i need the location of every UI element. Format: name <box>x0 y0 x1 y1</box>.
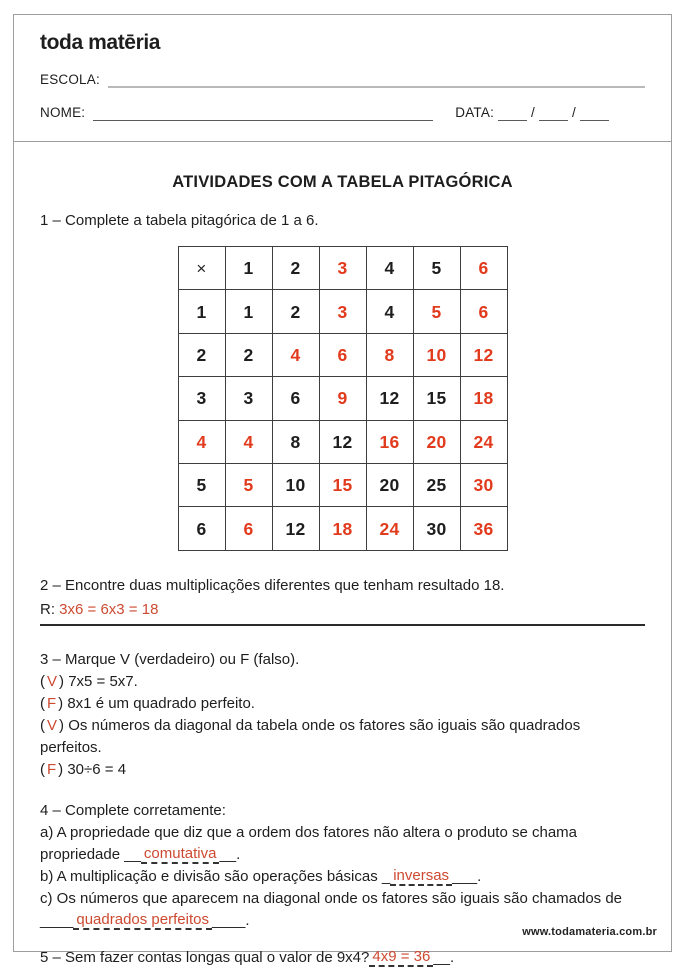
table-cell-value: 4 <box>196 431 207 452</box>
pythagorean-table <box>178 246 508 551</box>
table-cell <box>460 333 507 376</box>
table-cell-value: 2 <box>290 301 301 322</box>
table-cell <box>178 377 225 420</box>
table-cell <box>413 290 460 333</box>
fill-in-trailing-blank: __. <box>219 845 241 863</box>
table-cell-value: 4 <box>384 301 395 322</box>
table-cell-value: 12 <box>473 344 494 365</box>
table-cell <box>178 290 225 333</box>
table-cell <box>413 507 460 550</box>
table-cell-value: 4 <box>290 344 301 365</box>
table-cell <box>460 463 507 506</box>
table-cell <box>178 247 225 290</box>
table-cell-value: 5 <box>431 258 442 279</box>
table-cell-value: 6 <box>290 388 301 409</box>
true-false-text: 30÷6 = 4 <box>67 760 127 778</box>
name-row <box>40 105 645 121</box>
brand-logo: toda matēria <box>40 31 161 54</box>
table-cell-value: 12 <box>332 431 353 452</box>
table-cell <box>413 247 460 290</box>
question-4 <box>40 800 645 932</box>
table-cell-value: 2 <box>196 344 207 365</box>
true-false-mark: F <box>47 694 57 712</box>
table-cell-value: 4 <box>243 431 254 452</box>
table-cell <box>272 290 319 333</box>
table-cell <box>366 507 413 550</box>
table-cell-value: 20 <box>426 431 447 452</box>
table-cell-value: 6 <box>243 518 254 539</box>
table-cell <box>319 290 366 333</box>
table-cell <box>366 247 413 290</box>
table-row <box>178 420 507 463</box>
table-cell <box>366 463 413 506</box>
table-cell <box>319 463 366 506</box>
question-2-answer: 3x6 = 6x3 = 18 <box>59 600 159 618</box>
question-4-prompt: 4 – Complete corretamente: <box>40 801 226 819</box>
table-cell <box>460 290 507 333</box>
question-2 <box>40 575 645 626</box>
school-label: ESCOLA: <box>40 72 100 87</box>
table-cell-value: 1 <box>196 301 207 322</box>
table-cell <box>366 333 413 376</box>
table-cell-value: 6 <box>478 301 489 322</box>
table-cell-value: 15 <box>426 388 447 409</box>
table-cell-value: 6 <box>478 258 489 279</box>
table-cell <box>413 463 460 506</box>
table-cell-value: 3 <box>196 388 207 409</box>
table-cell-value: 8 <box>290 431 301 452</box>
fill-in-answer: quadrados perfeitos <box>73 911 212 930</box>
true-false-item: ( F ) 30÷6 = 4 <box>40 760 127 778</box>
table-cell-value: 24 <box>379 518 400 539</box>
question-3-items <box>40 671 645 781</box>
table-cell <box>413 420 460 463</box>
table-cell-value: 16 <box>379 431 400 452</box>
question-4-items <box>40 822 645 932</box>
date-group <box>455 105 613 121</box>
table-cell <box>272 463 319 506</box>
table-cell <box>366 420 413 463</box>
name-label: NOME: <box>40 105 86 120</box>
table-cell <box>319 507 366 550</box>
table-row <box>178 507 507 550</box>
table-cell <box>460 420 507 463</box>
table-cell-value: 12 <box>379 388 400 409</box>
date-label: DATA: <box>455 105 495 120</box>
question-5 <box>40 947 645 969</box>
table-row <box>178 377 507 420</box>
table-cell-value: 2 <box>243 344 254 365</box>
table-cell <box>272 333 319 376</box>
fill-in-item <box>40 822 645 866</box>
table-cell <box>178 463 225 506</box>
question-5-trailing-blank: __. <box>433 948 455 966</box>
table-cell <box>178 507 225 550</box>
table-cell-value: 6 <box>337 344 348 365</box>
table-cell-value: 6 <box>196 518 207 539</box>
true-false-mark: V <box>47 716 58 734</box>
fill-in-item <box>40 866 645 888</box>
table-cell <box>413 377 460 420</box>
header-section <box>14 15 671 142</box>
true-false-mark: V <box>47 672 58 690</box>
question-5-prompt: 5 – Sem fazer contas longas qual o valor de 9x4? <box>40 948 370 966</box>
table-cell <box>225 507 272 550</box>
table-row <box>178 333 507 376</box>
table-cell-value: 2 <box>290 258 301 279</box>
table-cell <box>225 333 272 376</box>
pythagorean-table-body <box>178 247 507 551</box>
true-false-item: ( V ) 7x5 = 5x7. <box>40 672 138 690</box>
table-cell <box>178 333 225 376</box>
table-cell <box>460 377 507 420</box>
question-2-answer-line <box>40 599 645 626</box>
fill-in-text: c) Os números que aparecem na diagonal onde os fatores são iguais são chamados de ____ <box>40 889 623 929</box>
table-cell <box>225 420 272 463</box>
date-day-blank <box>498 109 527 121</box>
table-cell <box>366 377 413 420</box>
table-row <box>178 247 507 290</box>
table-cell <box>319 377 366 420</box>
fill-in-trailing-blank: ___. <box>452 867 482 885</box>
table-row <box>178 290 507 333</box>
table-cell <box>319 420 366 463</box>
name-blank-line <box>93 109 433 121</box>
table-cell-value: 4 <box>384 258 395 279</box>
true-false-item: ( V ) Os números da diagonal da tabela onde os fatores são iguais são quadrados perfeitos. <box>40 716 581 756</box>
table-cell-value: 5 <box>431 301 442 322</box>
true-false-item: ( F ) 8x1 é um quadrado perfeito. <box>40 694 255 712</box>
date-month-blank <box>539 109 568 121</box>
table-cell-value: 30 <box>426 518 447 539</box>
table-cell-value: 18 <box>332 518 353 539</box>
table-cell-value: 5 <box>243 475 254 496</box>
table-cell <box>272 420 319 463</box>
table-cell <box>272 507 319 550</box>
table-cell-value: 3 <box>337 301 348 322</box>
table-cell <box>319 247 366 290</box>
table-cell <box>460 507 507 550</box>
table-cell-value: 18 <box>473 388 494 409</box>
table-cell <box>413 333 460 376</box>
table-cell-value: 3 <box>243 388 254 409</box>
table-cell-value: 24 <box>473 431 494 452</box>
table-cell <box>366 290 413 333</box>
question-1-prompt: 1 – Complete a tabela pitagórica de 1 a 6. <box>40 212 319 229</box>
website-link[interactable]: www.todamateria.com.br <box>522 926 657 938</box>
table-cell-value: 10 <box>426 344 447 365</box>
fill-in-answer: inversas <box>390 867 452 886</box>
table-cell-value: 12 <box>285 518 306 539</box>
table-cell <box>319 333 366 376</box>
table-cell-value: 8 <box>384 344 395 365</box>
table-cell <box>178 420 225 463</box>
table-cell <box>272 377 319 420</box>
school-blank-line <box>108 76 645 88</box>
true-false-mark: F <box>47 760 57 778</box>
question-5-answer: 4x9 = 36 <box>369 948 433 967</box>
table-cell-value: 25 <box>426 475 447 496</box>
table-cell-value: 9 <box>337 388 348 409</box>
table-cell <box>225 463 272 506</box>
question-3 <box>40 649 645 781</box>
worksheet-body <box>14 142 671 966</box>
fill-in-text: a) A propriedade que diz que a ordem dos fatores não altera o produto se chama propriedade __ <box>40 823 578 863</box>
table-cell-value: 1 <box>243 258 254 279</box>
table-cell-value: 1 <box>243 301 254 322</box>
school-row <box>40 72 645 88</box>
date-separator: / <box>571 105 576 120</box>
table-cell <box>460 247 507 290</box>
worksheet-title: ATIVIDADES COM A TABELA PITAGÓRICA <box>172 173 513 191</box>
table-cell-value: × <box>196 258 207 278</box>
table-cell-value: 36 <box>473 518 494 539</box>
table-cell <box>225 377 272 420</box>
question-3-prompt: 3 – Marque V (verdadeiro) ou F (falso). <box>40 650 300 668</box>
table-cell-value: 3 <box>337 258 348 279</box>
fill-in-answer: comutativa <box>141 845 220 864</box>
answer-label: R: <box>40 600 55 618</box>
worksheet-page <box>13 14 672 966</box>
table-cell-value: 5 <box>196 475 207 496</box>
table-cell-value: 20 <box>379 475 400 496</box>
fill-in-trailing-blank: ____. <box>211 911 250 929</box>
table-cell <box>225 290 272 333</box>
true-false-text: 7x5 = 5x7. <box>68 672 138 690</box>
question-2-prompt: 2 – Encontre duas multiplicações diferentes que tenham resultado 18. <box>40 576 505 594</box>
fill-in-text: b) A multiplicação e divisão são operações básicas _ <box>40 867 391 885</box>
table-cell <box>272 247 319 290</box>
table-cell-value: 30 <box>473 475 494 496</box>
table-cell-value: 10 <box>285 475 306 496</box>
date-year-blank <box>580 109 609 121</box>
table-row <box>178 463 507 506</box>
true-false-text: Os números da diagonal da tabela onde os fatores são iguais são quadrados perfeitos. <box>40 716 581 756</box>
table-cell <box>225 247 272 290</box>
true-false-text: 8x1 é um quadrado perfeito. <box>67 694 255 712</box>
date-separator: / <box>531 105 535 120</box>
table-cell-value: 15 <box>332 475 353 496</box>
